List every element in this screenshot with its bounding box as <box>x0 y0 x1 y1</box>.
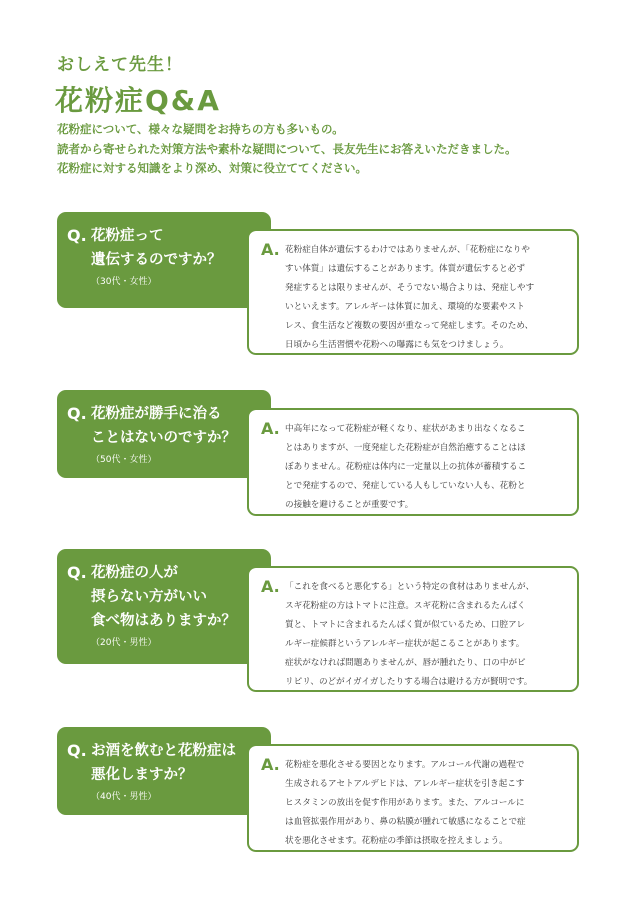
answer-line: 花粉症自体が遺伝するわけではありませんが、「花粉症になりや <box>285 245 530 255</box>
answer-line: とはありますが、一度発症した花粉症が自然治癒することはほ <box>285 443 526 453</box>
answer-line: レス、食生活など複数の要因が重なって発症します。そのため、 <box>285 321 534 331</box>
question-mark: Q. <box>67 226 87 245</box>
question-text: 食べ物はありますか？ <box>91 613 236 629</box>
question-mark: Q. <box>67 404 87 423</box>
answer-line: 「これを食べると悪化する」という特定の食材はありませんが、 <box>285 582 535 592</box>
intro-line: 花粉症に対する知識をより深め、対策に役立ててください。 <box>57 161 368 175</box>
header-kicker: おしえて先生！ <box>57 55 183 75</box>
question-text: 花粉症の人が <box>91 565 178 581</box>
answer-line: 生成されるアセトアルデヒドは、アレルギー症状を引き起こす <box>285 779 525 789</box>
answer-line: の接触を避けることが重要です。 <box>285 500 414 510</box>
question-text: 摂らない方がいい <box>91 589 207 605</box>
intro-line: 花粉症について、様々な疑問をお持ちの方も多いもの。 <box>57 122 344 136</box>
answer-line: 症状がなければ問題ありませんが、唇が腫れたり、口の中がピ <box>285 658 526 668</box>
answer-line: 発症するとは限りませんが、そうでない場合よりは、発症しやす <box>285 283 535 293</box>
answer-line: 質と、トマトに含まれるたんぱく質が似ているため、口腔アレ <box>285 620 525 630</box>
answer-line: ヒスタミンの放出を促す作用があります。また、アルコールに <box>285 798 525 808</box>
asker-label: （50代・女性） <box>91 455 157 465</box>
question-box <box>57 727 271 815</box>
asker-label: （30代・女性） <box>91 277 157 287</box>
question-text: ことはないのですか？ <box>91 430 236 446</box>
question-text: 花粉症が勝手に治る <box>91 406 222 422</box>
question-mark: Q. <box>67 563 87 582</box>
answer-line: 日頃から生活習慣や花粉への曝露にも気をつけましょう。 <box>285 340 509 350</box>
question-mark: Q. <box>67 741 87 760</box>
intro-text <box>57 120 597 179</box>
answer-box <box>247 408 579 516</box>
answer-line: リピリ、のどがイガイガしたりする場合は避ける方が賢明です。 <box>285 677 533 687</box>
answer-mark: A. <box>261 240 280 259</box>
answer-line: 状を悪化させます。花粉症の季節は摂取を控えましょう。 <box>285 836 508 846</box>
question-text: 花粉症って <box>91 228 164 244</box>
asker-label: （40代・男性） <box>91 792 157 802</box>
answer-mark: A. <box>261 577 280 596</box>
answer-line: とで発症するので、発症している人もしていない人も、花粉と <box>285 481 526 491</box>
asker-label: （20代・男性） <box>91 638 157 648</box>
question-text: 遺伝するのですか？ <box>91 252 222 268</box>
answer-line: 中高年になって花粉症が軽くなり、症状があまり出なくなるこ <box>285 424 526 434</box>
question-box <box>57 212 271 308</box>
answer-box <box>247 566 579 692</box>
answer-mark: A. <box>261 419 280 438</box>
answer-mark: A. <box>261 755 280 774</box>
answer-box <box>247 744 579 852</box>
question-text: お酒を飲むと花粉症は <box>91 743 236 759</box>
answer-line: いといえます。アレルギーは体質に加え、環境的な要素やスト <box>285 302 525 312</box>
question-text: 悪化しますか？ <box>91 767 193 783</box>
answer-line: スギ花粉症の方はトマトに注意。スギ花粉に含まれるたんぱく <box>285 601 526 611</box>
page-title: 花粉症Q&A <box>55 84 221 117</box>
answer-line: ルギー症候群というアレルギー症状が起こることがあります。 <box>285 639 525 649</box>
question-box <box>57 390 271 478</box>
question-box <box>57 549 271 664</box>
answer-line: すい体質」は遺伝することがあります。体質が遺伝すると必ず <box>285 264 525 274</box>
answer-box <box>247 229 579 355</box>
intro-line: 読者から寄せられた対策方法や素朴な疑問について、長友先生にお答えいただきました。 <box>57 141 517 156</box>
answer-line: は血管拡張作用があり、鼻の粘膜が腫れて敏感になることで症 <box>285 817 526 827</box>
answer-line: 花粉症を悪化させる要因となります。アルコール代謝の過程で <box>285 760 525 770</box>
answer-line: ぼありません。花粉症は体内に一定量以上の抗体が蓄積するこ <box>285 462 527 472</box>
